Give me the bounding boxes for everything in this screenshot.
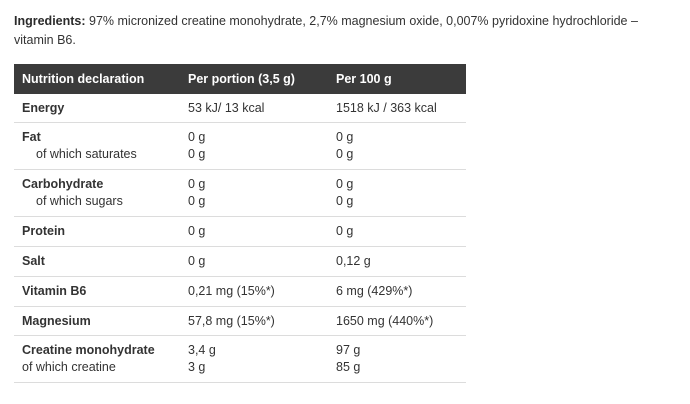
row-name: Magnesium [22,313,91,328]
row-per-100g-cell [328,123,466,170]
row-sub-per-100g: 0 g [336,147,354,162]
table-row [14,216,466,246]
row-name-cell [14,123,180,170]
ingredients-text: 97% micronized creatine monohydrate, 2,7% magnesium oxide, 0,007% pyridoxine hydrochloride – vitamin B6. [14,14,638,47]
row-per-portion-cell [180,94,328,123]
row-per-100g-cell [328,336,466,383]
row-name: Vitamin B6 [22,283,87,298]
row-per-100g: 1650 mg (440%*) [336,313,434,328]
row-name: Carbohydrate [22,177,104,192]
table-head [14,64,466,94]
table-row [14,276,466,306]
row-per-portion-cell [180,216,328,246]
row-per-portion: 53 kJ/ 13 kcal [188,100,265,115]
table-row [14,94,466,123]
row-per-100g: 0,12 g [336,253,371,268]
row-per-portion-cell [180,246,328,276]
table-row [14,306,466,336]
row-sub-per-100g: 0 g [336,194,354,208]
row-name: Salt [22,253,45,268]
row-name: Protein [22,223,66,238]
row-per-100g-cell [328,170,466,217]
row-per-100g: 0 g [336,223,354,238]
row-per-portion: 0 g [188,253,206,268]
row-per-portion: 0 g [188,177,206,192]
table-header-row [14,64,466,94]
row-per-100g: 97 g [336,343,361,358]
row-sub-name: of which creatine [22,360,116,375]
row-per-portion-cell [180,306,328,336]
row-name-cell [14,276,180,306]
table-row [14,170,466,217]
nutrition-declaration-table [14,64,466,384]
ingredients-paragraph [14,12,676,50]
ingredients-label: Ingredients: [14,14,86,28]
row-per-portion-cell [180,123,328,170]
column-header-nutrition: Nutrition declaration [14,64,180,94]
column-header-per-portion: Per portion (3,5 g) [180,64,328,94]
row-name: Energy [22,100,65,115]
row-name-cell [14,170,180,217]
row-name-cell [14,246,180,276]
row-per-portion-cell [180,336,328,383]
row-per-100g-cell [328,216,466,246]
column-header-per-100g: Per 100 g [328,64,466,94]
row-name: Fat [22,130,41,145]
row-per-100g: 0 g [336,130,354,145]
row-per-portion: 0,21 mg (15%*) [188,283,275,298]
row-per-portion-cell [180,170,328,217]
row-per-portion: 0 g [188,130,206,145]
row-per-100g-cell [328,94,466,123]
row-per-portion: 0 g [188,223,206,238]
row-per-100g-cell [328,306,466,336]
row-sub-per-portion: 0 g [188,147,206,162]
row-sub-per-portion: 0 g [188,194,206,208]
row-name-cell [14,94,180,123]
row-sub-per-portion: 3 g [188,360,206,375]
table-row [14,123,466,170]
row-name: Creatine monohydrate [22,343,155,358]
row-per-portion: 57,8 mg (15%*) [188,313,275,328]
row-per-100g: 0 g [336,177,354,192]
row-per-100g: 1518 kJ / 363 kcal [336,100,437,115]
row-per-100g-cell [328,246,466,276]
row-per-100g: 6 mg (429%*) [336,283,413,298]
row-name-cell [14,306,180,336]
row-per-100g-cell [328,276,466,306]
row-name-cell [14,336,180,383]
table-body [14,94,466,383]
row-sub-name: of which saturates [36,147,137,162]
table-row [14,246,466,276]
table-row [14,336,466,383]
row-sub-name: of which sugars [36,194,123,208]
row-name-cell [14,216,180,246]
row-per-portion-cell [180,276,328,306]
row-sub-per-100g: 85 g [336,360,361,375]
row-per-portion: 3,4 g [188,343,216,358]
